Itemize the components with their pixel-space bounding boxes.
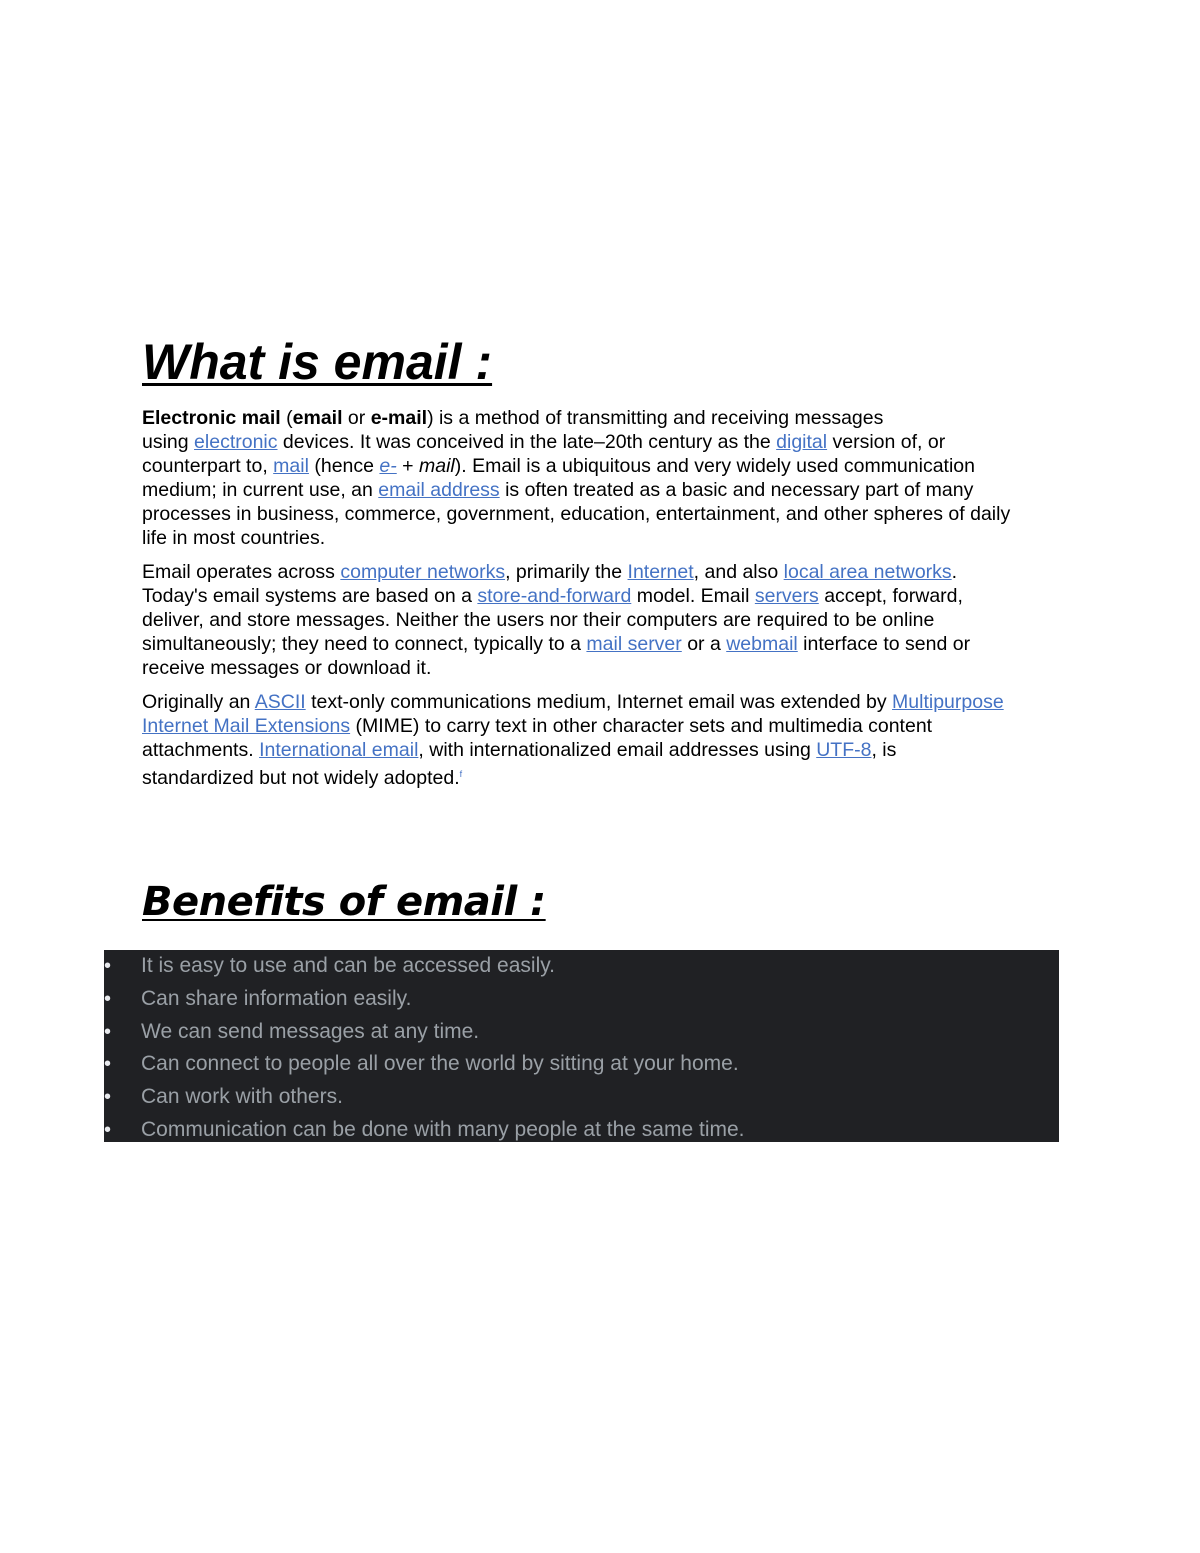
text-line bbox=[142, 714, 1072, 738]
list-item bbox=[104, 1048, 1059, 1081]
text-run: or a bbox=[681, 633, 727, 655]
text-run: Email operates across bbox=[142, 561, 341, 583]
text-run: is often treated as a basic and necessary part of many bbox=[499, 479, 974, 501]
text-run: version of, or bbox=[827, 431, 946, 453]
text-run: counterpart to, bbox=[142, 455, 274, 477]
list-item bbox=[104, 1081, 1059, 1114]
link-multipurpose[interactable]: Multipurpose bbox=[892, 691, 1004, 713]
text-run: model. Email bbox=[631, 585, 755, 607]
list-item bbox=[104, 950, 1059, 983]
text-line bbox=[142, 406, 1072, 430]
text-line: deliver, and store messages. Neither the users nor their computers are required to be online bbox=[142, 609, 935, 631]
footnote-mark: f bbox=[459, 769, 463, 779]
text-line bbox=[142, 762, 1072, 790]
text-run: (MIME) to carry text in other character sets and multimedia content bbox=[350, 715, 933, 737]
text-run: using bbox=[142, 431, 195, 453]
link-internet-mail-extensions[interactable]: Internet Mail Extensions bbox=[142, 715, 351, 737]
link-computer-networks[interactable]: computer networks bbox=[340, 561, 506, 583]
heading-what-is-email: What is email : bbox=[142, 334, 493, 390]
bullet-icon: • bbox=[104, 1020, 112, 1043]
link-webmail[interactable]: webmail bbox=[726, 633, 798, 655]
text-run: devices. It was conceived in the late–20th century as the bbox=[277, 431, 777, 453]
term-electronic-mail: Electronic mail bbox=[142, 407, 281, 429]
text-run: standardized but not widely adopted. bbox=[142, 767, 460, 789]
text-run: (hence bbox=[308, 455, 380, 477]
text-run: Today's email systems are based on a bbox=[142, 585, 478, 607]
link-utf-8[interactable]: UTF-8 bbox=[816, 739, 872, 761]
text-run: + bbox=[396, 455, 419, 477]
text-run: ). Email is a ubiquitous and very widely used communication bbox=[454, 455, 975, 477]
text-run: accept, forward, bbox=[818, 585, 963, 607]
text-run: , and also bbox=[693, 561, 784, 583]
link-ascii[interactable]: ASCII bbox=[254, 691, 306, 713]
link-servers[interactable]: servers bbox=[754, 585, 819, 607]
footnote-reference[interactable] bbox=[460, 769, 463, 779]
text-line bbox=[142, 478, 1072, 502]
bullet-icon: • bbox=[104, 1118, 112, 1141]
text-line: receive messages or download it. bbox=[142, 657, 432, 679]
text-run: ( bbox=[280, 407, 293, 429]
text-line bbox=[142, 454, 1072, 478]
bullet-icon: • bbox=[104, 1053, 112, 1076]
text-line bbox=[142, 584, 1072, 608]
text-run: , with internationalized email addresses using bbox=[418, 739, 817, 761]
list-item-text: Can connect to people all over the world by sitting at your home. bbox=[141, 1052, 739, 1076]
text-run: Originally an bbox=[142, 691, 255, 713]
paragraph-history bbox=[142, 690, 1072, 790]
text-run: attachments. bbox=[142, 739, 260, 761]
text-run: or bbox=[342, 407, 371, 429]
list-item-text: Can work with others. bbox=[141, 1085, 343, 1109]
text-line bbox=[142, 632, 1072, 656]
bullet-icon: • bbox=[104, 1086, 112, 1109]
link-electronic[interactable]: electronic bbox=[194, 431, 278, 453]
text-run: ) is a method of transmitting and receiving messages bbox=[427, 407, 884, 429]
text-run: , is bbox=[871, 739, 897, 761]
link-digital[interactable]: digital bbox=[776, 431, 828, 453]
link-e-prefix[interactable]: e- bbox=[379, 455, 397, 477]
paragraph-operation bbox=[142, 560, 1072, 680]
list-item bbox=[104, 1114, 1059, 1147]
list-item bbox=[104, 1016, 1059, 1049]
heading-benefits-of-email: Benefits of email : bbox=[142, 879, 546, 925]
link-local-area-networks[interactable]: local area networks bbox=[783, 561, 952, 583]
link-email-address[interactable]: email address bbox=[378, 479, 500, 501]
link-mail[interactable]: mail bbox=[273, 455, 309, 477]
text-line: life in most countries. bbox=[142, 527, 326, 549]
benefits-list bbox=[104, 950, 1059, 1142]
paragraph-definition bbox=[142, 406, 1072, 550]
text-line bbox=[142, 738, 1072, 762]
link-mail-server[interactable]: mail server bbox=[586, 633, 682, 655]
list-item-text: We can send messages at any time. bbox=[141, 1019, 480, 1043]
term-e-mail: e-mail bbox=[370, 407, 428, 429]
text-run: medium; in current use, an bbox=[142, 479, 379, 501]
link-store-and-forward[interactable]: store-and-forward bbox=[477, 585, 632, 607]
link-internet[interactable]: Internet bbox=[627, 561, 694, 583]
text-run-italic: mail bbox=[418, 455, 455, 477]
text-line bbox=[142, 690, 1072, 714]
list-item-text: Can share information easily. bbox=[141, 986, 412, 1010]
bullet-icon: • bbox=[104, 987, 112, 1010]
text-run: , primarily the bbox=[505, 561, 628, 583]
bullet-icon: • bbox=[104, 955, 112, 977]
list-item-text: Communication can be done with many people at the same time. bbox=[141, 1117, 745, 1141]
text-run: . bbox=[951, 561, 958, 583]
term-email: email bbox=[292, 407, 343, 429]
text-run: simultaneously; they need to connect, typically to a bbox=[142, 633, 587, 655]
list-item-text: It is easy to use and can be accessed easily. bbox=[141, 954, 556, 977]
text-run: interface to send or bbox=[797, 633, 971, 655]
list-item bbox=[104, 983, 1059, 1016]
text-line bbox=[142, 430, 1072, 454]
text-line bbox=[142, 560, 1072, 584]
link-international-email[interactable]: International email bbox=[259, 739, 419, 761]
text-run: text-only communications medium, Internet email was extended by bbox=[305, 691, 893, 713]
text-line: processes in business, commerce, government, education, entertainment, and other spheres of daily bbox=[142, 503, 1011, 525]
